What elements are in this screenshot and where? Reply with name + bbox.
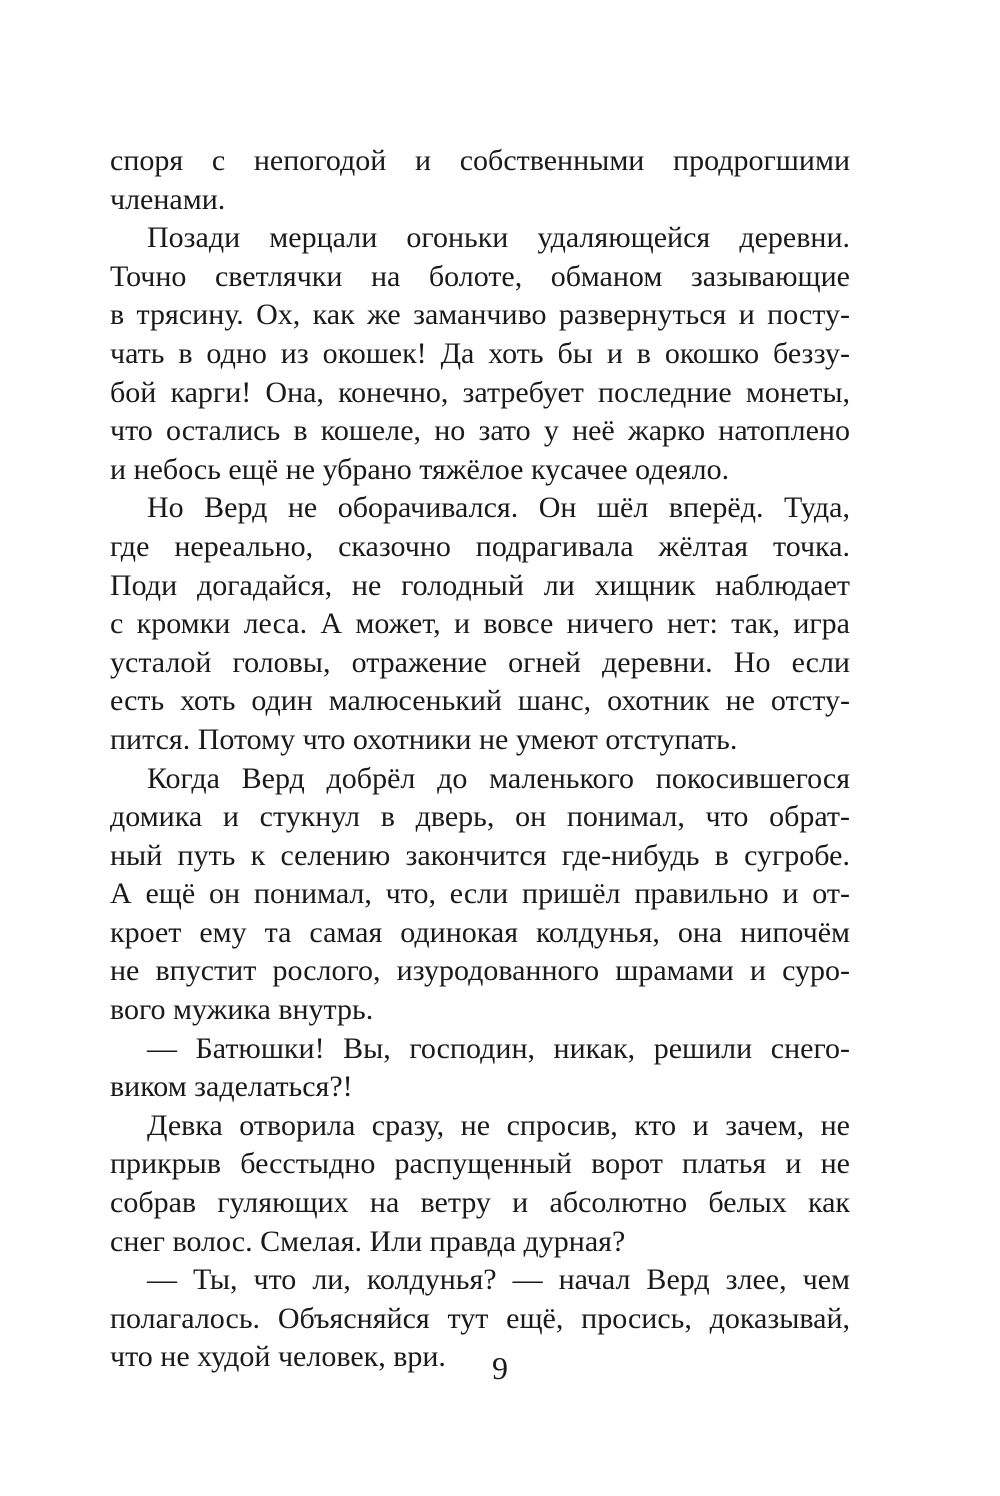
text-line: А ещё он понимал, что, если пришёл правильно и от- <box>110 877 850 911</box>
text-line: членами. <box>110 182 226 216</box>
paragraph-first-line: Позади мерцали огоньки удаляющейся деревни. <box>147 221 850 255</box>
text-line: не впустит рослого, изуродованного шрамами и суро- <box>110 954 850 988</box>
text-line: в трясину. Ох, как же заманчиво развернуться и посту- <box>110 298 850 332</box>
text-line: чать в одно из окошек! Да хоть бы и в окошко беззу- <box>110 336 850 370</box>
text-line: усталой головы, отражение огней деревни. Но если <box>110 645 850 679</box>
text-line: прикрыв бесстыдно распущенный ворот платья и не <box>110 1147 850 1181</box>
paragraph-first-line: Девка отворила сразу, не спросив, кто и зачем, не <box>147 1108 850 1142</box>
text-line: собрав гуляющих на ветру и абсолютно белых как <box>110 1186 850 1220</box>
text-line: бой карги! Она, конечно, затребует последние монеты, <box>110 375 850 409</box>
text-line: есть хоть один малюсенький шанс, охотник не отсту- <box>110 684 850 718</box>
text-line: вого мужика внутрь. <box>110 993 374 1027</box>
text-line: с кромки леса. А может, и вовсе ничего нет: так, игра <box>110 607 850 641</box>
text-line: виком заделаться?! <box>110 1070 353 1104</box>
text-line: полагалось. Объясняйся тут ещё, просись, доказывай, <box>110 1301 850 1335</box>
text-line: пится. Потому что охотники не умеют отступать. <box>110 722 738 756</box>
paragraph-first-line: Но Верд не оборачивался. Он шёл вперёд. Туда, <box>147 491 850 525</box>
text-line: Поди догадайся, не голодный ли хищник наблюдает <box>110 568 850 602</box>
paragraph-first-line: Когда Верд добрёл до маленького покосившегося <box>147 761 850 795</box>
text-line: Точно светлячки на болоте, обманом зазывающие <box>110 259 850 293</box>
text-line: домика и стукнул в дверь, он понимал, что обрат- <box>110 800 850 834</box>
paragraph-first-line: — Батюшки! Вы, господин, никак, решили снего- <box>147 1031 850 1065</box>
body-text <box>110 142 850 1377</box>
text-line: что остались в кошеле, но зато у неё жарко натоплено <box>110 414 850 448</box>
text-line: ный путь к селению закончится где-нибудь в сугробе. <box>110 838 850 872</box>
text-line: споря с непогодой и собственными продрогшими <box>110 144 850 177</box>
text-line: где нереально, сказочно подрагивала жёлтая точка. <box>110 529 850 563</box>
paragraph-first-line: — Ты, что ли, колдунья? — начал Верд злее, чем <box>147 1263 850 1297</box>
text-line: снег волос. Смелая. Или правда дурная? <box>110 1224 626 1258</box>
page-number: 9 <box>492 1350 508 1386</box>
text-line: и небось ещё не убрано тяжёлое кусачее одеяло. <box>110 452 730 486</box>
text-line: что не худой человек, ври. <box>110 1340 446 1374</box>
text-line: кроет ему та самая одинокая колдунья, она нипочём <box>110 915 850 949</box>
